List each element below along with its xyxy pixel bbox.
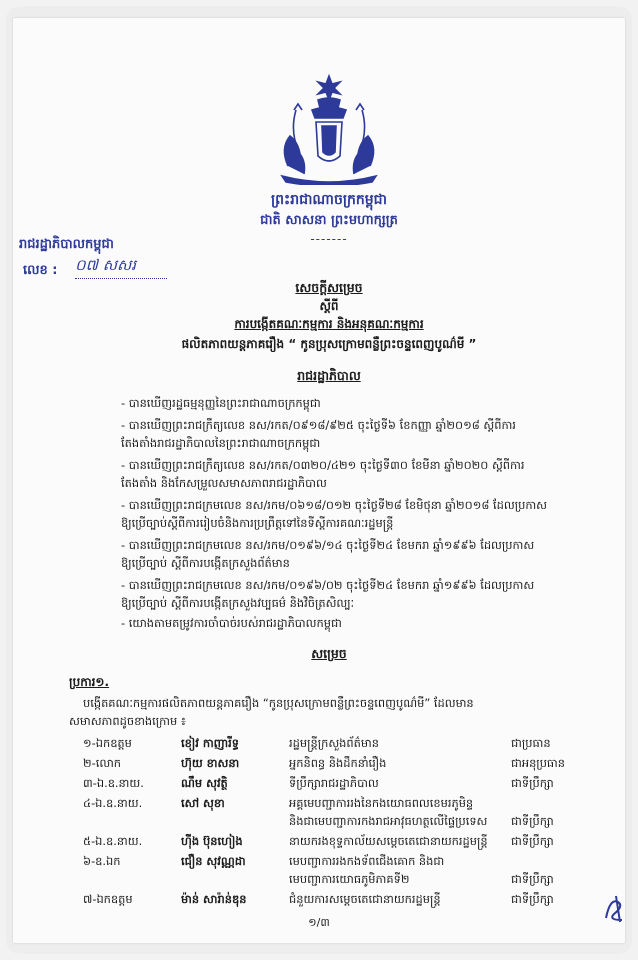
article-1-label: ប្រការ១. [69, 675, 110, 689]
issuing-government: រាជរដ្ឋាភិបាលកម្ពុជា [19, 237, 114, 252]
member-position: ជាទីប្រឹក្សា [511, 776, 554, 790]
consideration-line: ឱ្យប្រើច្បាប់ ស្តីពីការបង្កើតក្រសួងព័ត៌មាន [121, 556, 290, 570]
document-number-label: លេខ : [23, 263, 58, 278]
member-role-cont: និងជាមេបញ្ជាការកងរាជអាវុធហត្ថលើផ្ទៃប្រទេស [289, 814, 488, 828]
member-role: នាយករងខុទ្ទកាល័យសម្តេចតេជោនាយករដ្ឋមន្ត្រី [289, 834, 488, 848]
member-role: អគ្គមេបញ្ជាការរងនៃកងយោធពលខេមរភូមិន្ទ [289, 796, 474, 810]
consideration-line: - បានឃើញព្រះរាជក្រមលេខ នស/រកម/០៦១៨/០១២ ចុះថ្ងៃទី២៨ ខែមិថុនា ឆ្នាំ២០១៨ ដែលប្រកាស [121, 498, 548, 512]
royal-coat-of-arms-icon [268, 70, 390, 185]
member-name: ហ៊ីង ប៊ុនហៀង [181, 834, 243, 848]
consideration-line: - បានឃើញព្រះរាជក្រមលេខ នស/រកម/០១៩៦/០២ ចុះថ្ងៃទី២៤ ខែមករា ឆ្នាំ១៩៩៦ ដែលប្រកាស [121, 578, 535, 592]
member-number: ៤-ឯ.ឧ.នាយ. [83, 796, 143, 810]
member-name: ជឿន សុវណ្ណដា [181, 854, 246, 868]
decision-title: សេចក្តីសម្រេច [295, 280, 363, 295]
consideration-line: - បានឃើញព្រះរាជក្រឹត្យលេខ នស/រកត/០៣២០/៤២១ ចុះថ្ងៃទី៣០ ខែមីនា ឆ្នាំ២០២០ ស្តីពីការ [121, 458, 525, 472]
national-motto: ជាតិ សាសនា ព្រះមហាក្សត្រ [260, 213, 398, 228]
page-number: ១/៣ [308, 916, 330, 929]
member-number: ៦-ឧ.ឯក [83, 854, 121, 868]
consideration-line: - បានឃើញព្រះរាជក្រឹត្យលេខ នស/រកត/០៩១៨/៩២៥ ចុះថ្ងៃទី៦ ខែកញ្ញា ឆ្នាំ២០១៨ ស្តីពីការ [121, 418, 516, 432]
member-number: ៣-ឯ.ឧ.នាយ. [83, 776, 144, 790]
member-name: ណឹម សុវត្ថិ [181, 776, 228, 790]
consideration-line: តែងតាំង និងកែសម្រួលសមាសភាពរាជរដ្ឋាភិបាល [121, 476, 327, 490]
consideration-line: - បានឃើញរដ្ឋធម្មនុញ្ញនៃព្រះរាជាណាចក្រកម្ពុជា [121, 396, 321, 410]
member-name: ខៀវ កាញារីទ្ធ [181, 736, 239, 750]
decides-heading: សម្រេច [311, 646, 347, 661]
article-1-intro: បង្កើតគណៈកម្មការផលិតភាពយន្តភាគរឿង “កូនប្រុសក្រោមពន្លឺព្រះចន្ទពេញបូណ៌មី” ដែលមាន [83, 696, 474, 710]
consideration-line: ឱ្យប្រើច្បាប់ ស្តីពីការបង្កើតក្រសួងវប្បធម៌ និងវិចិត្រសិល្បៈ [121, 596, 355, 610]
consideration-line: - យោងតាមតម្រូវការចាំបាច់របស់រាជរដ្ឋាភិបាលកម្ពុជា [121, 616, 342, 630]
member-name: ហ៊ុយ ខាសនា [181, 756, 240, 770]
subject-line-2: ផលិតភាពយន្តភាគរឿង “ កូនប្រុសក្រោមពន្លឺព្រះចន្ទពេញបូណ៌មី ” [181, 337, 477, 351]
member-number: ៥-ឯ.ឧ.នាយ. [83, 834, 143, 848]
member-role: ទីប្រឹក្សារាជរដ្ឋាភិបាល [289, 776, 379, 790]
consideration-line: តែងតាំងរាជរដ្ឋាភិបាលនៃព្រះរាជាណាចក្រកម្ពុជា [121, 436, 321, 450]
initial-signature-mark-icon [600, 892, 630, 926]
article-1-intro-cont: សមាសភាពដូចខាងក្រោម ៖ [69, 714, 186, 728]
member-number: ៧-ឯកឧត្តម [83, 892, 133, 906]
about-label: ស្តីពី [319, 299, 339, 313]
member-role: អ្នកនិពន្ធ និងដឹកនាំរឿង [289, 756, 387, 770]
member-name: សៅ សុខា [181, 796, 225, 810]
government-heading: រាជរដ្ឋាភិបាល [297, 368, 361, 383]
member-role-cont: មេបញ្ជាការយោធភូមិភាគទី២ [289, 872, 410, 886]
member-role: រដ្ឋមន្ត្រីក្រសួងព័ត៌មាន [289, 736, 379, 750]
consideration-line: ឱ្យប្រើច្បាប់ស្តីពីការរៀបចំនិងការប្រព្រឹត្តទៅនៃទីស្តីការគណៈរដ្ឋមន្ត្រី [121, 516, 394, 530]
member-position: ជាអនុប្រធាន [511, 756, 566, 770]
consideration-line: - បានឃើញព្រះរាជក្រមលេខ នស/រកម/០១៩៦/១៤ ចុះថ្ងៃទី២៤ ខែមករា ឆ្នាំ១៩៩៦ ដែលប្រកាស [121, 538, 535, 552]
member-position: ជាប្រធាន [511, 736, 551, 750]
subject-line-1: ការបង្កើតគណៈកម្មការ និងអនុគណៈកម្មការ [234, 317, 424, 331]
member-name: ម៉ាន់ សារ៉ាន់ឌុន [181, 892, 247, 906]
member-number: ២-លោក [83, 756, 122, 770]
member-position: ជាទីប្រឹក្សា [511, 814, 554, 828]
kingdom-name: ព្រះរាជាណាចក្រកម្ពុជា [270, 192, 387, 208]
member-position: ជាទីប្រឹក្សា [511, 872, 554, 886]
member-position: ជាទីប្រឹក្សា [511, 892, 554, 906]
document-number-value: ០៧ សសរ [75, 256, 167, 279]
member-role: ជំនួយការសម្តេចតេជោនាយករដ្ឋមន្ត្រី [289, 892, 441, 906]
member-position: ជាទីប្រឹក្សា [511, 834, 554, 848]
member-number: ១-ឯកឧត្តម [83, 736, 132, 750]
document-page [13, 18, 625, 943]
member-role: មេបញ្ជាការរងកងទ័ពជើងគោក និងជា [289, 854, 445, 868]
ornament-divider: ------- [310, 232, 348, 246]
